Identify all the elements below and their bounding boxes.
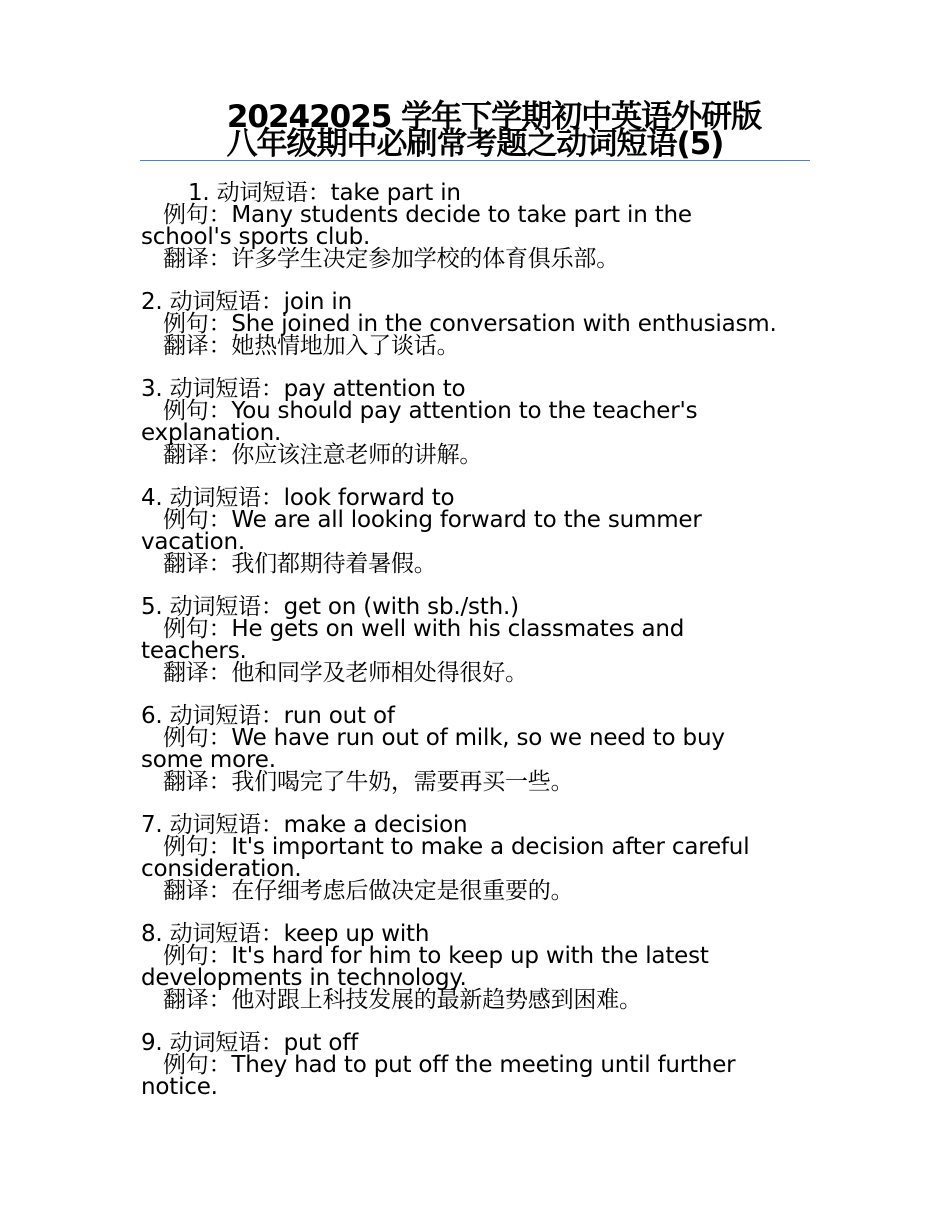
example-text: Many students decide to take part in the (231, 202, 692, 228)
phrase-entry-6 (141, 705, 821, 793)
translation (141, 989, 821, 1011)
phrase-entry-1 (141, 182, 821, 270)
phrase-entry-8 (141, 923, 821, 1011)
phrase-heading: 2. 动词短语：join in (141, 289, 352, 315)
example-text: He gets on well with his classmates and (231, 616, 685, 642)
example-continuation: school's sports club. (141, 224, 371, 250)
example-continuation: vacation. (141, 529, 246, 555)
example-continuation: consideration. (141, 856, 302, 882)
title-line-1: 20242025 学年下学期初中英语外研版 (226, 99, 762, 135)
translation-text: 他和同学及老师相处得很好。 (231, 660, 528, 686)
example-sentence (141, 313, 821, 335)
translation-label: 翻译： (163, 769, 232, 795)
example-continuation: some more. (141, 747, 276, 773)
page-title (140, 99, 810, 162)
example-label: 例句： (163, 725, 232, 751)
phrase-heading: 7. 动词短语：make a decision (141, 812, 468, 838)
example-label: 例句： (163, 616, 232, 642)
translation-text: 她热情地加入了谈话。 (231, 333, 460, 359)
example-label: 例句： (163, 507, 232, 533)
phrase-heading: 4. 动词短语：look forward to (141, 485, 455, 511)
phrase-entry-3 (141, 378, 821, 466)
example-sentence (141, 836, 821, 858)
phrase-entry-4 (141, 487, 821, 575)
example-text: It's important to make a decision after careful (231, 834, 750, 860)
translation-text: 我们喝完了牛奶，需要再买一些。 (231, 769, 574, 795)
translation-text: 许多学生决定参加学校的体育俱乐部。 (231, 246, 620, 272)
example-sentence (141, 1054, 821, 1076)
phrase-heading: 6. 动词短语：run out of (141, 703, 395, 729)
translation-label: 翻译： (163, 442, 232, 468)
example-sentence (141, 400, 821, 422)
translation-text: 他对跟上科技发展的最新趋势感到困难。 (231, 987, 642, 1013)
example-continuation: notice. (141, 1074, 218, 1100)
translation-label: 翻译： (163, 551, 232, 577)
translation-label: 翻译： (163, 333, 232, 359)
example-continuation: teachers. (141, 638, 247, 664)
translation (141, 771, 821, 793)
phrase-heading: 9. 动词短语：put off (141, 1030, 359, 1056)
phrase-entry-5 (141, 596, 821, 684)
phrase-entry-9 (141, 1032, 821, 1098)
example-label: 例句： (163, 834, 232, 860)
example-text: It's hard for him to keep up with the latest (231, 943, 709, 969)
phrase-heading: 3. 动词短语：pay attention to (141, 376, 466, 402)
phrase-heading: 5. 动词短语：get on (with sb./sth.) (141, 594, 519, 620)
translation (141, 880, 821, 902)
translation-label: 翻译： (163, 246, 232, 272)
translation-text: 在仔细考虑后做决定是很重要的。 (231, 878, 574, 904)
phrase-heading: 8. 动词短语：keep up with (141, 921, 430, 947)
translation (141, 553, 821, 575)
translation-text: 我们都期待着暑假。 (231, 551, 437, 577)
title-line-2: 八年级期中必刷常考题之动词短语(5) (226, 126, 724, 162)
translation (141, 335, 821, 357)
translation (141, 444, 821, 466)
example-text: We have run out of milk, so we need to buy (231, 725, 725, 751)
translation (141, 662, 821, 684)
example-sentence (141, 727, 821, 749)
translation (141, 248, 821, 270)
example-sentence (141, 945, 821, 967)
example-sentence (141, 509, 821, 531)
phrase-entry-7 (141, 814, 821, 902)
title-underline (140, 160, 810, 161)
translation-text: 你应该注意老师的讲解。 (231, 442, 483, 468)
example-text: They had to put off the meeting until further (231, 1052, 736, 1078)
phrase-entry-2 (141, 291, 821, 357)
example-continuation: developments in technology. (141, 965, 467, 991)
example-label: 例句： (163, 311, 232, 337)
example-label: 例句： (163, 1052, 232, 1078)
example-sentence (141, 204, 821, 226)
example-label: 例句： (163, 398, 232, 424)
example-continuation: explanation. (141, 420, 282, 446)
example-sentence (141, 618, 821, 640)
example-text: We are all looking forward to the summer (231, 507, 702, 533)
translation-label: 翻译： (163, 878, 232, 904)
example-label: 例句： (163, 202, 232, 228)
example-label: 例句： (163, 943, 232, 969)
translation-label: 翻译： (163, 987, 232, 1013)
phrase-heading: 1. 动词短语：take part in (188, 180, 461, 206)
translation-label: 翻译： (163, 660, 232, 686)
phrase-list (141, 182, 821, 1119)
example-text: You should pay attention to the teacher's (231, 398, 698, 424)
example-text: She joined in the conversation with enthusiasm. (231, 311, 777, 337)
